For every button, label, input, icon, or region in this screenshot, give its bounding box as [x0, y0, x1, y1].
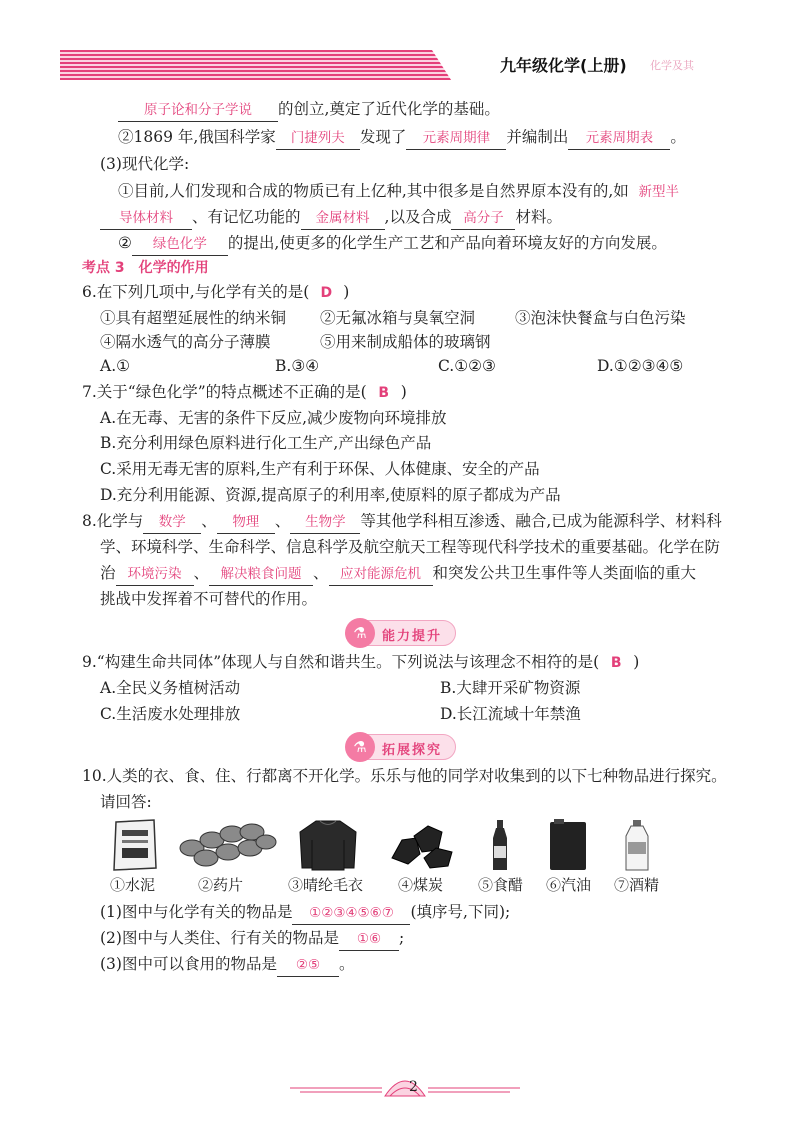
alcohol-bottle-picture — [622, 818, 652, 872]
question-7: 7.关于“绿色化学”的特点概述不正确的是( B ) — [82, 381, 407, 404]
option-a: A.① — [100, 357, 131, 375]
text-line: 导体材料 、有记忆功能的 金属材料 ,以及合成 高分子 材料。 — [100, 206, 562, 230]
option-d: D.充分利用能源、资源,提高原子的利用率,使原料的原子都成为产品 — [100, 486, 561, 504]
answer-blank: 应对能源危机 — [329, 563, 433, 586]
answer-blank: ①⑥ — [339, 928, 399, 951]
sub-question-3: (3)图中可以食用的物品是 ②⑤ 。 — [100, 953, 354, 977]
option-b: B.充分利用绿色原料进行化工生产,产出绿色产品 — [100, 434, 432, 452]
answer-blank: 元素周期律 — [406, 127, 506, 150]
coal-picture — [388, 818, 456, 872]
option-b: B.大肆开采矿物资源 — [440, 679, 581, 697]
gasoline-can-picture — [546, 818, 590, 872]
item-caption: ③晴纶毛衣 — [288, 876, 364, 894]
item-caption: ④煤炭 — [398, 876, 444, 894]
cement-bag-picture — [110, 818, 160, 872]
text-line: ②1869 年,俄国科学家 门捷列夫 发现了 元素周期律 并编制出 元素周期表 。 — [118, 126, 686, 150]
text-line: ①目前,人们发现和合成的物质已有上亿种,其中很多是自然界原本没有的,如 新型半 — [118, 180, 689, 203]
text-line: 治 环境污染 、 解决粮食问题 、 应对能源危机 和突发公共卫生事件等人类面临的重大 — [100, 562, 696, 586]
answer-blank: 生物学 — [290, 511, 360, 534]
option-d: D.①②③④⑤ — [597, 357, 684, 375]
item-caption: ⑦酒精 — [614, 876, 660, 894]
pills-picture — [178, 818, 278, 872]
option-line: ④隔水透气的高分子薄膜 — [100, 333, 271, 351]
option-a: A.在无毒、无害的条件下反应,减少废物向环境排放 — [100, 409, 447, 427]
answer-blank: ①②③④⑤⑥⑦ — [292, 902, 410, 925]
answer-blank: 绿色化学 — [132, 233, 228, 256]
item-caption: ①水泥 — [110, 876, 156, 894]
option-line: ①具有超塑延展性的纳米铜 — [100, 309, 287, 327]
option-line: ③泡沫快餐盒与白色污染 — [515, 309, 686, 327]
sub-question-1: (1)图中与化学有关的物品是 ①②③④⑤⑥⑦ (填序号,下同); — [100, 901, 510, 925]
page-footer-ornament — [290, 1066, 520, 1102]
sub-question-2: (2)图中与人类住、行有关的物品是 ①⑥ ; — [100, 927, 404, 951]
option-line: ⑤用来制成船体的玻璃钢 — [320, 333, 491, 351]
text-line: 请回答: — [100, 793, 152, 811]
answer-blank: 物理 — [217, 511, 275, 534]
answer-blank: 新型半 — [638, 184, 680, 200]
answer-blank: ②⑤ — [277, 954, 339, 977]
page-header — [60, 50, 750, 80]
option-b: B.③④ — [275, 357, 320, 375]
option-d: D.长江流域十年禁渔 — [440, 705, 581, 723]
answer-blank: 金属材料 — [301, 207, 385, 230]
option-c: C.采用无毒无害的原料,生产有利于环保、人体健康、安全的产品 — [100, 460, 540, 478]
option-line: ②无氟冰箱与臭氧空洞 — [320, 309, 476, 327]
item-caption: ⑤食醋 — [478, 876, 524, 894]
flask-icon: ⚗ — [345, 732, 375, 762]
answer-choice: D — [320, 285, 333, 301]
text-line: 学、环境科学、生命科学、信息科学及航空航天工程等现代科学技术的重要基础。化学在防 — [100, 538, 721, 556]
answer-choice: B — [378, 385, 390, 401]
answer-blank: 导体材料 — [100, 207, 192, 230]
text-line: ② 绿色化学 的提出,使更多的化学生产工艺和产品向着环境友好的方向发展。 — [118, 232, 667, 256]
sweater-picture — [298, 818, 358, 872]
question-6: 6.在下列几项中,与化学有关的是( D ) — [82, 281, 349, 304]
section-heading: 考点 3 化学的作用 — [82, 260, 209, 276]
page-number: 2 — [409, 1079, 418, 1095]
answer-blank: 门捷列夫 — [276, 127, 360, 150]
text-line: (3)现代化学: — [100, 155, 190, 173]
question-10: 10.人类的衣、食、住、行都离不开化学。乐乐与他的同学对收集到的以下七种物品进行探究。 — [82, 767, 727, 785]
answer-blank: 高分子 — [451, 207, 515, 230]
text-line: 原子论和分子学说 的创立,奠定了近代化学的基础。 — [118, 98, 500, 122]
item-caption: ②药片 — [198, 876, 244, 894]
header-subtitle: 化学及其 — [650, 59, 694, 72]
section-badge: ⚗ 拓展探究 — [350, 734, 456, 760]
answer-blank: 解决粮食问题 — [209, 563, 313, 586]
section-badge: ⚗ 能力提升 — [350, 620, 456, 646]
answer-choice: B — [610, 655, 622, 671]
answer-blank: 元素周期表 — [568, 127, 670, 150]
answer-blank: 数学 — [143, 511, 201, 534]
option-a: A.全民义务植树活动 — [100, 679, 241, 697]
question-8: 8.化学与 数学 、 物理 、 生物学 等其他学科相互渗透、融合,已成为能源科学、材料科 — [82, 510, 722, 534]
vinegar-bottle-picture — [488, 818, 512, 872]
option-c: C.生活废水处理排放 — [100, 705, 241, 723]
header-title: 九年级化学(上册) — [500, 56, 627, 75]
flask-icon: ⚗ — [345, 618, 375, 648]
text-line: 挑战中发挥着不可替代的作用。 — [100, 590, 318, 608]
question-9: 9.“构建生命共同体”体现人与自然和谐共生。下列说法与该理念不相符的是( B ) — [82, 651, 639, 674]
item-caption: ⑥汽油 — [546, 876, 592, 894]
answer-blank: 原子论和分子学说 — [118, 99, 278, 122]
answer-blank: 环境污染 — [116, 563, 194, 586]
option-c: C.①②③ — [438, 357, 496, 375]
